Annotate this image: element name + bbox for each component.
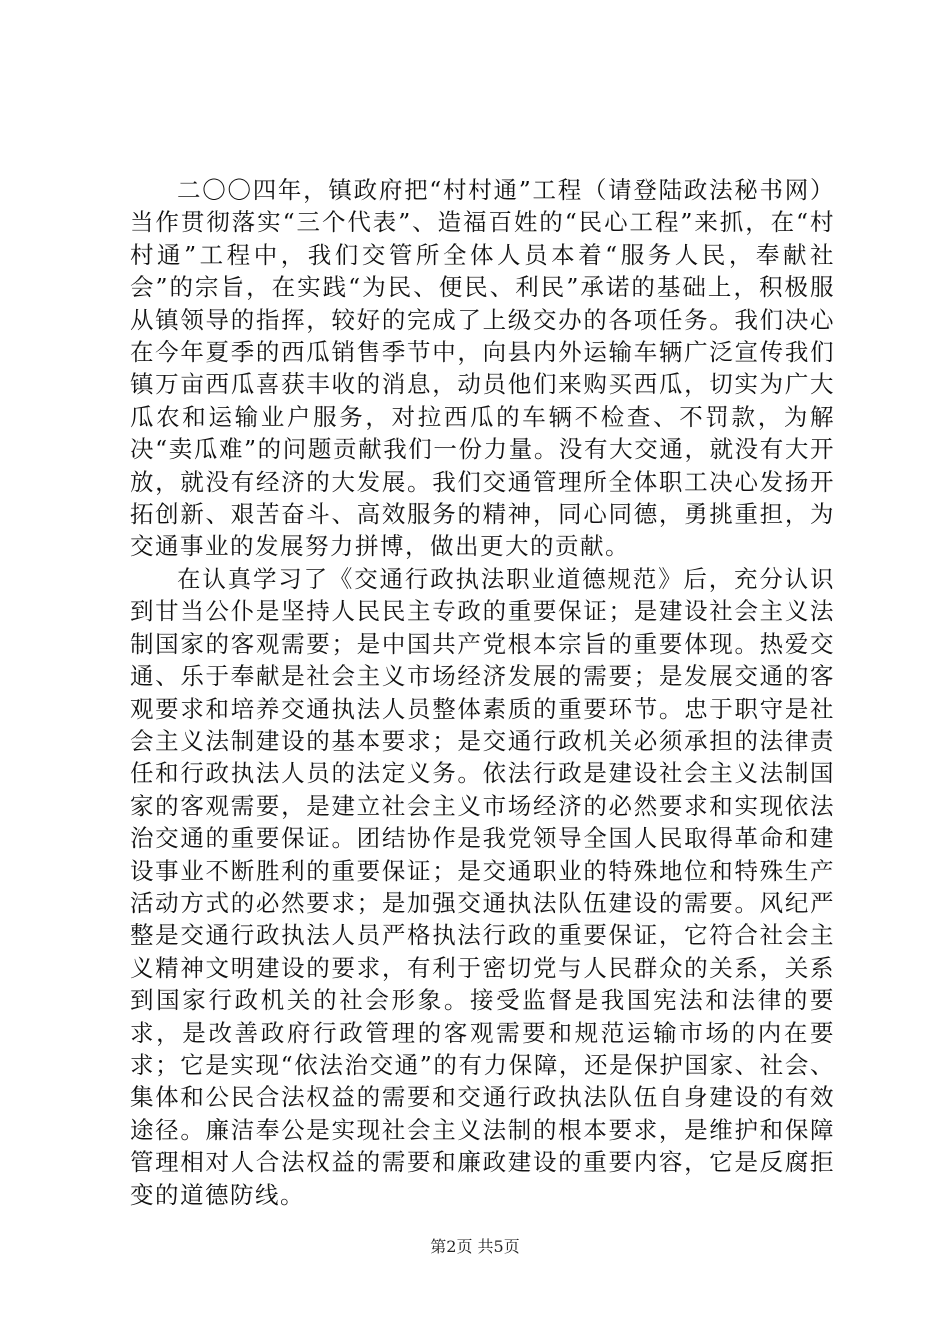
paragraph-ethics-code-study: 在认真学习了《交通行政执法职业道德规范》后，充分认识到甘当公仆是坚持人民民主专政的重要保证；是建设社会主义法制国家的客观需要；是中国共产党根本宗旨的重要体现。热爱交通、乐于奉献是社会主义市场经济发展的需要；是发展交通的客观要求和培养交通执法人员整体素质的重要环节。忠于职守是社会主义法制建设的基本要求；是交通行政机关必须承担的法律责任和行政执法人员的法定义务。依法行政是建设社会主义法制国家的客观需要，是建立社会主义市场经济的必然要求和实现依法治交通的重要保证。团结协作是我党领导全国人民取得革命和建设事业不断胜利的重要保证；是交通职业的特殊地位和特殊生产活动方式的必然要求；是加强交通执法队伍建设的需要。风纪严整是交通行政执法人员严格执法行政的重要保证，它符合社会主义精神文明建设的要求，有利于密切党与人民群众的关系，关系到国家行政机关的社会形象。接受监督是我国宪法和法律的要求，是改善政府行政管理的客观需要和规范运输市场的内在要求；它是实现“依法治交通”的有力保障，还是保护国家、社会、集体和公民合法权益的需要和交通行政执法队伍自身建设的有效途径。廉洁奉公是实现社会主义法制的根本要求，是维护和保障管理相对人合法权益的需要和廉政建设的重要内容，它是反腐拒变的道德防线。 [130, 564, 835, 1209]
page-total: 共5页 [477, 1237, 520, 1256]
page-footer [0, 1237, 950, 1257]
page-number: 第2页 [430, 1237, 473, 1256]
paragraph-village-road-project: 二〇〇四年，镇政府把“村村通”工程（请登陆政法秘书网）当作贯彻落实“三个代表”、造福百姓的“民心工程”来抓，在“村村通”工程中，我们交管所全体人员本着“服务人民，奉献社会”的宗旨，在实践“为民、便民、利民”承诺的基础上，积极服从镇领导的指挥，较好的完成了上级交办的各项任务。我们决心在今年夏季的西瓜销售季节中，向县内外运输车辆广泛宣传我们镇万亩西瓜喜获丰收的消息，动员他们来购买西瓜，切实为广大瓜农和运输业户服务，对拉西瓜的车辆不检查、不罚款，为解决“卖瓜难”的问题贡献我们一份力量。没有大交通，就没有大开放，就没有经济的大发展。我们交通管理所全体职工决心发扬开拓创新、艰苦奋斗、高效服务的精神，同心同德，勇挑重担，为交通事业的发展努力拼博，做出更大的贡献。 [130, 176, 835, 561]
document-body [130, 174, 835, 1211]
